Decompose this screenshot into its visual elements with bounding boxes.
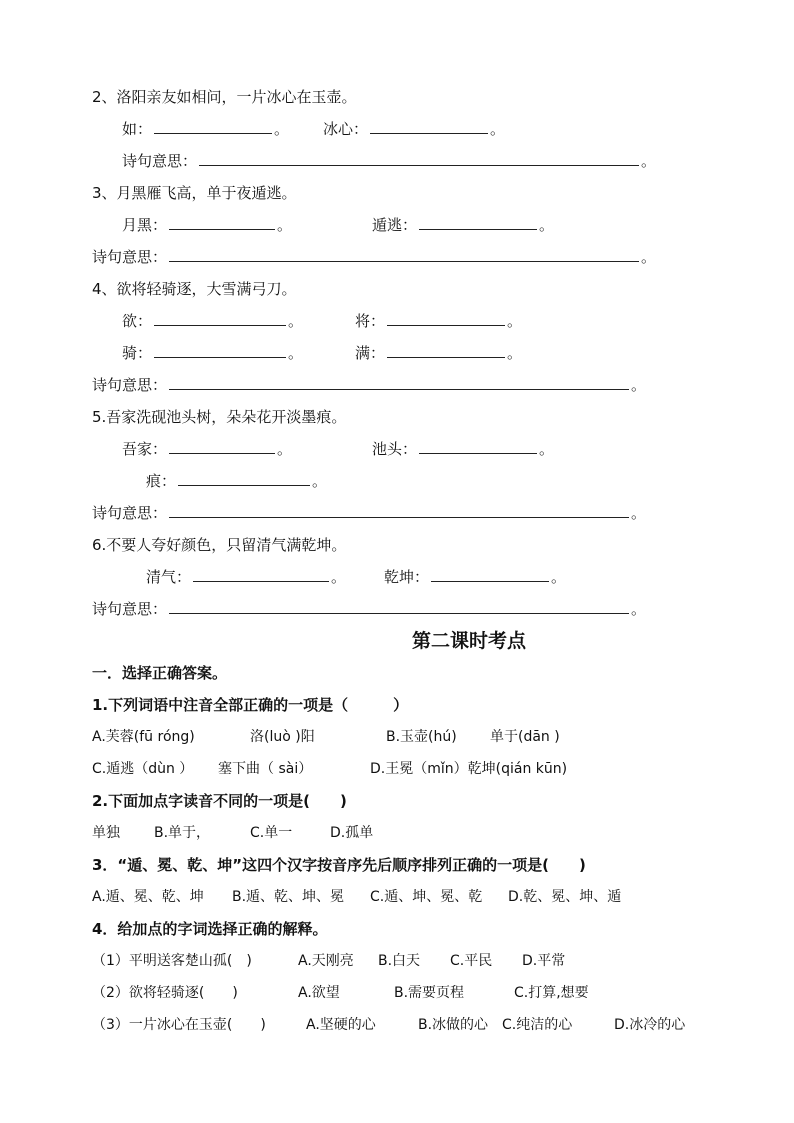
- answer-blank[interactable]: [154, 310, 286, 326]
- meaning-label: 诗句意思：: [122, 152, 198, 170]
- label: 月黑：: [122, 216, 168, 234]
- option-text: 洛(luò )阳: [250, 729, 315, 745]
- option-b[interactable]: B.白天: [378, 953, 421, 969]
- answer-blank[interactable]: [431, 566, 549, 582]
- answer-blank[interactable]: [169, 374, 629, 390]
- label: 遁逃：: [372, 216, 418, 234]
- option-c[interactable]: C.平民: [450, 953, 493, 969]
- option-b[interactable]: B.需要页程: [394, 985, 465, 1001]
- option-c[interactable]: C.打算,想要: [514, 985, 589, 1001]
- answer-blank[interactable]: [169, 598, 629, 614]
- label: 痕：: [146, 472, 177, 490]
- answer-blank[interactable]: [178, 470, 310, 486]
- option-c[interactable]: C.单一: [250, 825, 293, 841]
- option-d[interactable]: D.王冕（mǐn）乾坤(qián kūn): [370, 761, 568, 777]
- label: 将：: [355, 312, 386, 330]
- option-a[interactable]: 单独: [92, 825, 120, 841]
- question-stem: 4．给加点的字词选择正确的解释。: [92, 920, 328, 938]
- label: 欲：: [122, 312, 153, 330]
- option-d[interactable]: D.冰冷的心: [614, 1017, 686, 1033]
- answer-blank[interactable]: [419, 438, 537, 454]
- poem-text: 2、洛阳亲友如相问，一片冰心在玉壶。: [92, 88, 357, 106]
- option-c[interactable]: C.遁逃（dùn ）: [92, 761, 194, 777]
- answer-blank[interactable]: [419, 214, 537, 230]
- answer-blank[interactable]: [169, 502, 629, 518]
- label: 清气：: [146, 568, 192, 586]
- question-stem: 1.下列词语中注音全部正确的一项是（ ）: [92, 696, 409, 714]
- option-d[interactable]: D.孤单: [330, 825, 374, 841]
- option-d[interactable]: D.平常: [522, 953, 566, 969]
- answer-blank[interactable]: [387, 342, 505, 358]
- poem-text: 3、月黑雁飞高，单于夜遁逃。: [92, 184, 297, 202]
- meaning-label: 诗句意思：: [92, 600, 168, 618]
- option-text: 塞下曲（ sài）: [218, 761, 313, 777]
- option-a[interactable]: A.欲望: [298, 985, 340, 1001]
- answer-blank[interactable]: [387, 310, 505, 326]
- answer-blank[interactable]: [154, 118, 272, 134]
- option-a[interactable]: A.坚硬的心: [306, 1017, 376, 1033]
- answer-blank[interactable]: [169, 246, 639, 262]
- poem-text: 6.不要人夸好颜色，只留清气满乾坤。: [92, 536, 347, 554]
- option-c[interactable]: C.遁、坤、冕、乾: [370, 889, 483, 905]
- question-stem: 2.下面加点字读音不同的一项是( ): [92, 792, 347, 810]
- question-stem: 3．“遁、冕、乾、坤”这四个汉字按音序先后顺序排列正确的一项是( ): [92, 856, 586, 874]
- option-b[interactable]: B.玉壶(hú): [386, 729, 457, 745]
- meaning-label: 诗句意思：: [92, 504, 168, 522]
- label: 如：: [122, 120, 153, 138]
- option-b[interactable]: B.冰做的心: [418, 1017, 489, 1033]
- label: 吾家：: [122, 440, 168, 458]
- sub-question: （2）欲将轻骑逐( ): [92, 985, 238, 1001]
- answer-blank[interactable]: [169, 214, 275, 230]
- label: 满：: [355, 344, 386, 362]
- option-c[interactable]: C.纯洁的心: [502, 1017, 573, 1033]
- answer-blank[interactable]: [154, 342, 286, 358]
- answer-blank[interactable]: [169, 438, 275, 454]
- answer-blank[interactable]: [199, 150, 639, 166]
- label: 冰心：: [323, 120, 369, 138]
- meaning-label: 诗句意思：: [92, 376, 168, 394]
- option-a[interactable]: A.天刚亮: [298, 953, 354, 969]
- option-b[interactable]: B.单于，: [154, 825, 211, 841]
- meaning-label: 诗句意思：: [92, 248, 168, 266]
- option-b[interactable]: B.遁、乾、坤、冕: [232, 889, 345, 905]
- option-text: 单于(dān ): [490, 729, 560, 745]
- label: 乾坤：: [384, 568, 430, 586]
- label: 骑：: [122, 344, 153, 362]
- answer-blank[interactable]: [370, 118, 488, 134]
- section-title: 第二课时考点: [412, 630, 527, 652]
- option-d[interactable]: D.乾、冕、坤、遁: [508, 889, 622, 905]
- sub-question: （1）平明送客楚山孤( ): [92, 953, 252, 969]
- poem-text: 5.吾家洗砚池头树，朵朵花开淡墨痕。: [92, 408, 347, 426]
- answer-blank[interactable]: [193, 566, 329, 582]
- sub-question: （3）一片冰心在玉壶( ): [92, 1017, 266, 1033]
- label: 池头：: [372, 440, 418, 458]
- part-heading: 一．选择正确答案。: [92, 664, 228, 682]
- poem-text: 4、欲将轻骑逐，大雪满弓刀。: [92, 280, 297, 298]
- option-a[interactable]: A.遁、冕、乾、坤: [92, 889, 204, 905]
- option-a[interactable]: A.芙蓉(fū róng): [92, 729, 195, 745]
